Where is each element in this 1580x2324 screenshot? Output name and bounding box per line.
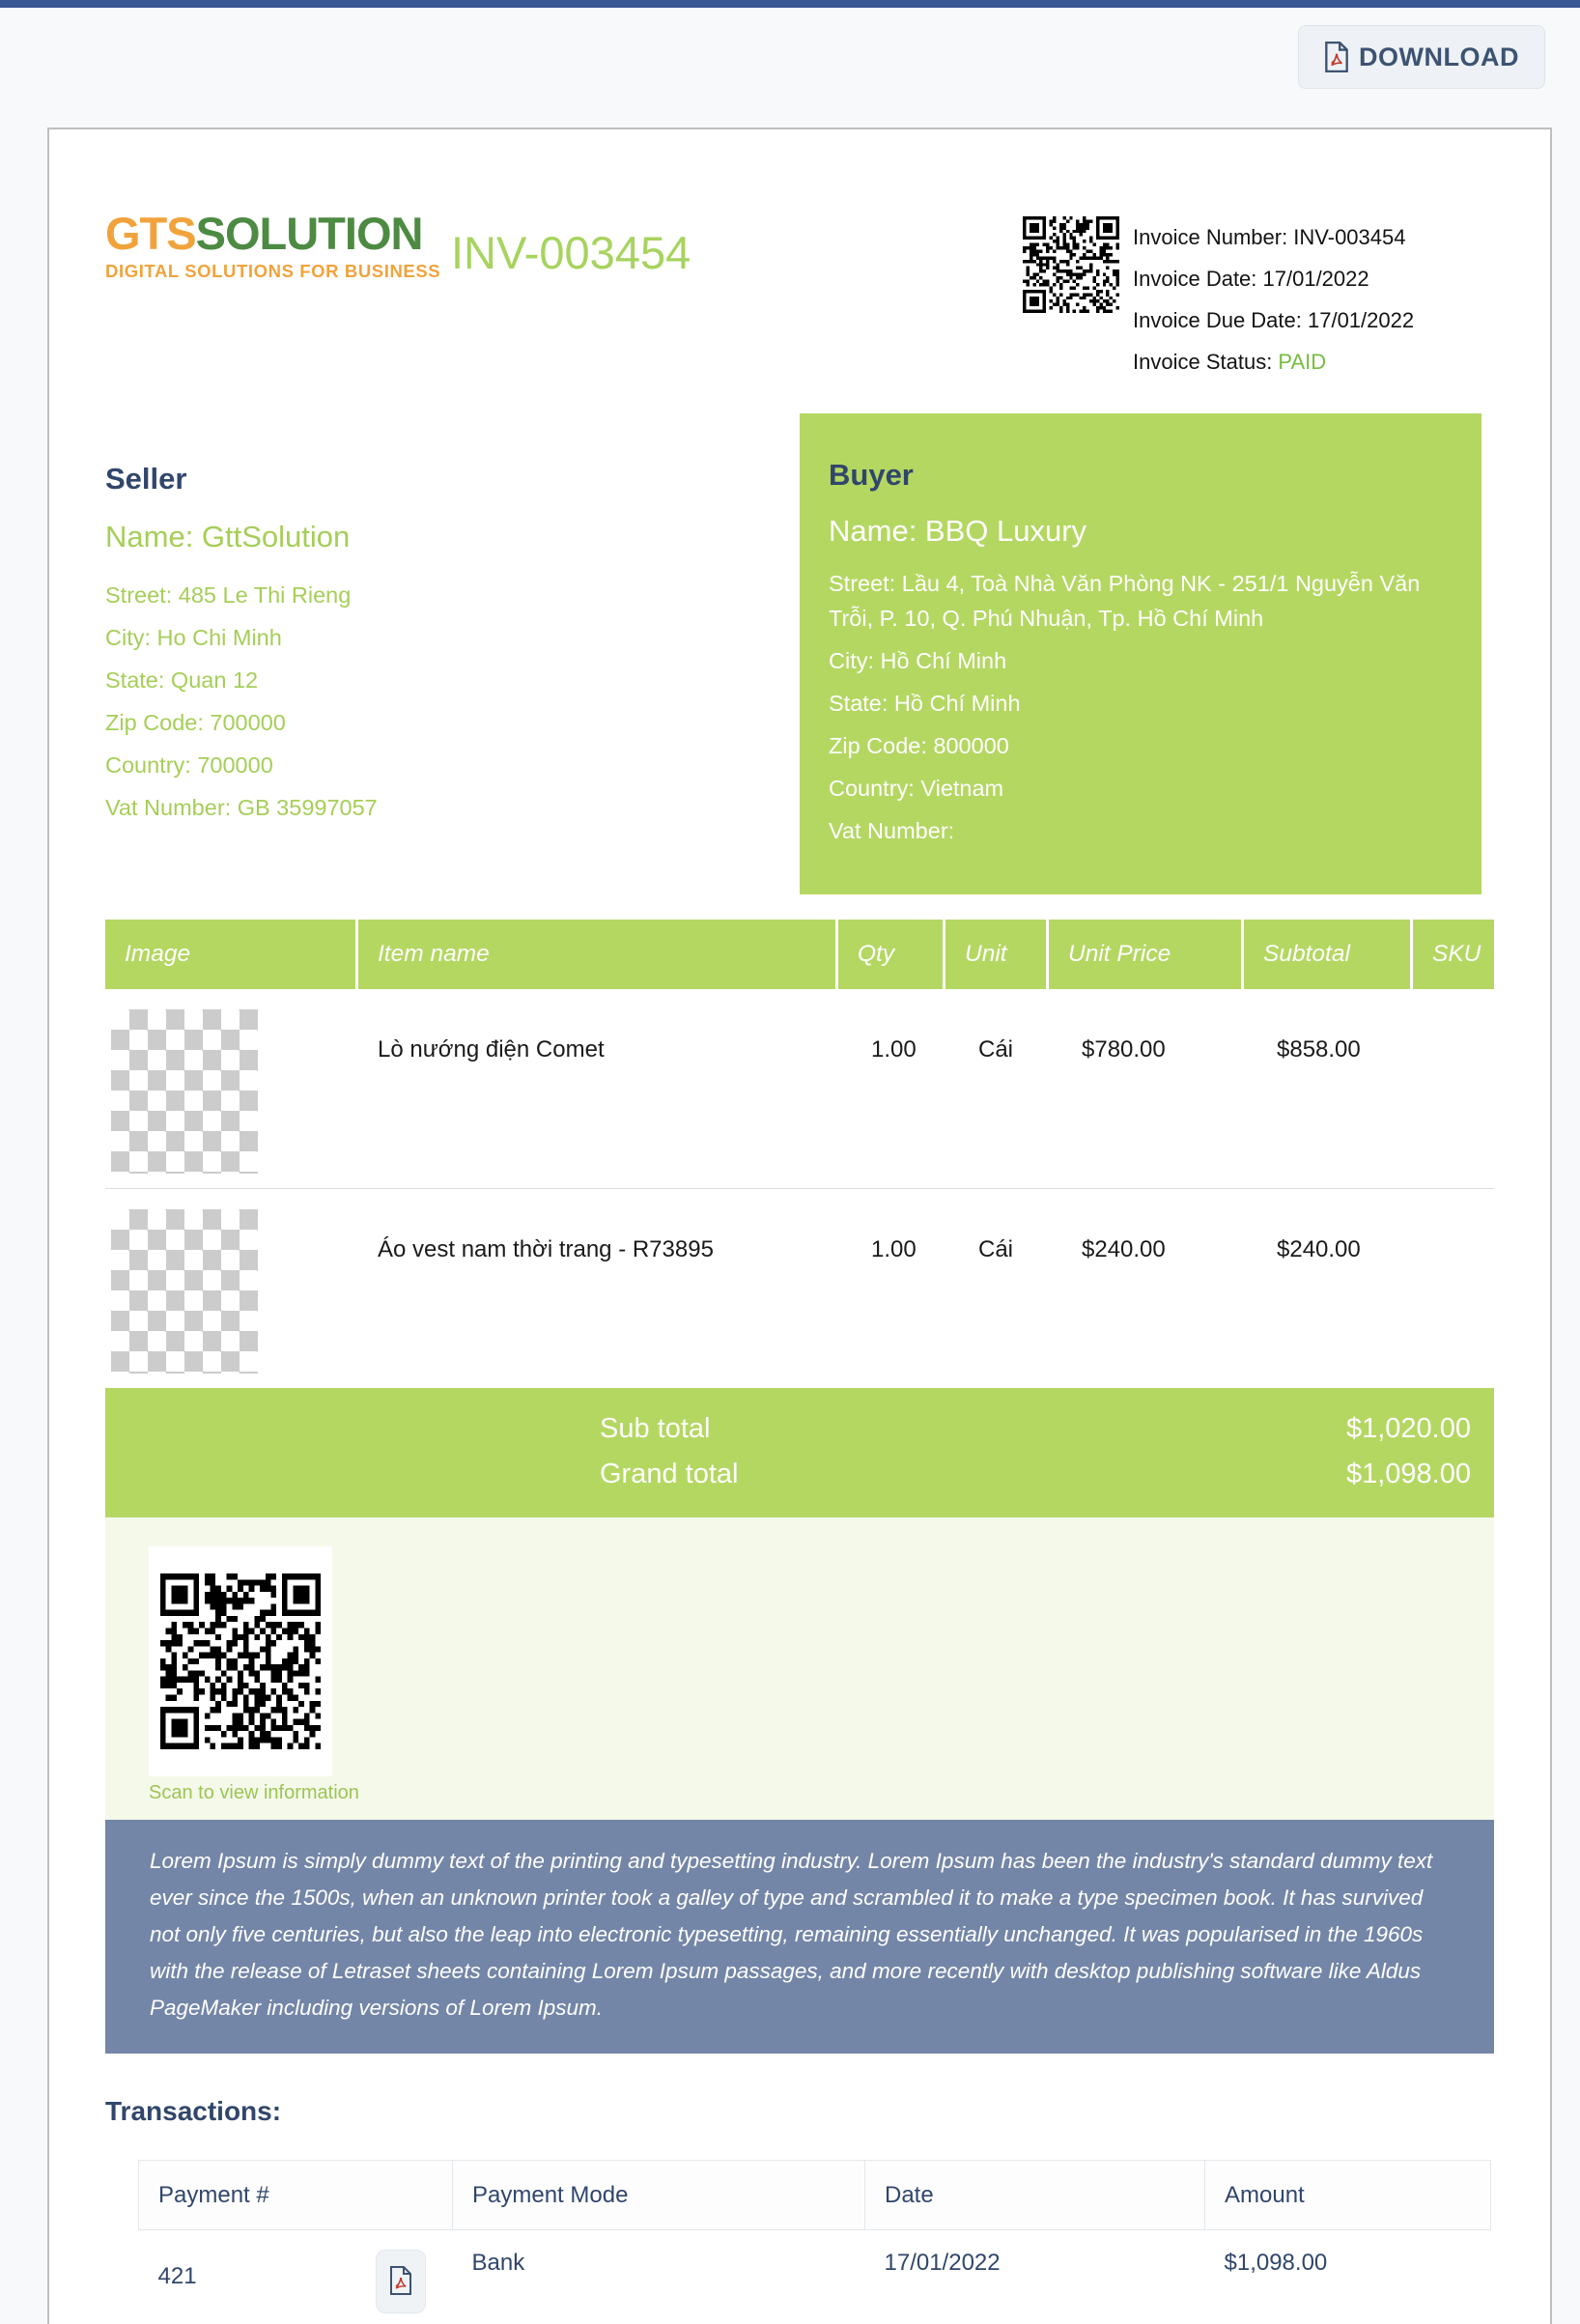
buyer-heading: Buyer <box>829 458 914 492</box>
invoice-header <box>105 208 1494 374</box>
table-row <box>105 1189 1494 1388</box>
item-image-placeholder <box>111 1209 258 1374</box>
transaction-date: 17/01/2022 <box>884 2250 1001 2276</box>
col-payment-no: Payment # <box>139 2161 453 2230</box>
transactions-header-row <box>139 2161 1491 2230</box>
pdf-file-icon <box>389 2266 412 2298</box>
item-sku <box>1413 1009 1494 1174</box>
transactions-section <box>105 2096 1494 2313</box>
transaction-pdf-button[interactable] <box>376 2250 426 2313</box>
pdf-icon <box>1324 42 1349 72</box>
buyer-panel <box>800 413 1481 894</box>
totals-bar <box>105 1388 1494 1517</box>
invoice-document <box>47 128 1552 2324</box>
transactions-heading: Transactions: <box>105 2096 282 2126</box>
col-unit: Unit <box>945 920 1049 989</box>
item-qty: 1.00 <box>871 1236 917 1262</box>
col-subtotal: Subtotal <box>1244 920 1413 989</box>
transactions-table <box>138 2160 1491 2313</box>
status-badge: PAID <box>1278 350 1327 374</box>
seller-heading: Seller <box>105 462 187 496</box>
buyer-state: State: Hồ Chí Minh <box>829 691 1021 716</box>
transaction-row <box>139 2230 1491 2314</box>
item-name: Lò nướng điện Comet <box>378 1036 605 1063</box>
top-accent-bar <box>0 0 1580 8</box>
grand-total-value: $1,098.00 <box>1345 1459 1471 1489</box>
invoice-qr-code <box>1023 216 1119 313</box>
item-unit: Cái <box>978 1036 1014 1063</box>
col-image: Image <box>105 920 358 989</box>
item-unit-price: $240.00 <box>1082 1236 1166 1262</box>
invoice-due-date-line: Invoice Due Date: 17/01/2022 <box>1133 308 1415 332</box>
grand-total-label: Grand total <box>600 1459 739 1489</box>
item-qty: 1.00 <box>871 1036 917 1063</box>
col-date: Date <box>865 2161 1205 2230</box>
item-name: Áo vest nam thời trang - R73895 <box>378 1236 714 1262</box>
invoice-number-line: Invoice Number: INV-003454 <box>1133 225 1406 249</box>
transaction-amount: $1,098.00 <box>1224 2250 1328 2276</box>
col-sku: SKU <box>1432 941 1481 967</box>
invoice-status-line: Invoice Status: PAID <box>1133 350 1327 374</box>
logo-part-gts: GTS <box>105 208 196 259</box>
seller-panel <box>105 413 800 894</box>
item-sku <box>1413 1209 1494 1374</box>
logo-tagline: DIGITAL SOLUTIONS FOR BUSINESS <box>105 261 441 281</box>
seller-country: Country: 700000 <box>105 752 273 778</box>
transaction-mode: Bank <box>471 2250 525 2276</box>
seller-state: State: Quan 12 <box>105 667 259 693</box>
col-item-name: Item name <box>358 920 838 989</box>
item-image-placeholder <box>111 1009 258 1174</box>
seller-name: Name: GttSolution <box>105 520 351 553</box>
seller-street: Street: 485 Le Thi Rieng <box>105 582 352 608</box>
seller-vat: Vat Number: GB 35997057 <box>105 795 378 820</box>
buyer-name: Name: BBQ Luxury <box>829 514 1087 548</box>
scan-qr-card <box>149 1546 332 1776</box>
col-payment-mode: Payment Mode <box>453 2161 865 2230</box>
table-row <box>105 989 1494 1189</box>
item-unit: Cái <box>978 1236 1014 1262</box>
items-table <box>105 920 1494 1388</box>
seller-zip: Zip Code: 700000 <box>105 710 286 735</box>
download-button[interactable] <box>1298 25 1545 89</box>
buyer-street: Street: Lầu 4, Toà Nhà Văn Phòng NK - 251/1 Nguyễn Văn Trỗi, P. 10, Q. Phú Nhuận, Tp. Hồ Chí Minh <box>829 571 1421 631</box>
company-logo <box>105 208 441 282</box>
buyer-zip: Zip Code: 800000 <box>829 733 1009 758</box>
buyer-vat: Vat Number: <box>829 818 955 843</box>
subtotal-label: Sub total <box>600 1413 711 1444</box>
item-subtotal: $240.00 <box>1277 1236 1361 1262</box>
item-unit-price: $780.00 <box>1082 1036 1166 1063</box>
seller-city: City: Ho Chi Minh <box>105 625 282 650</box>
buyer-country: Country: Vietnam <box>829 776 1004 801</box>
items-table-header <box>105 920 1494 989</box>
scan-caption: Scan to view information <box>149 1782 359 1803</box>
invoice-number-title: INV-003454 <box>451 227 691 278</box>
item-subtotal: $858.00 <box>1277 1036 1361 1063</box>
scan-qr-code <box>160 1573 321 1749</box>
transaction-payment-no: 421 <box>157 2263 197 2289</box>
scan-section <box>105 1517 1494 1820</box>
invoice-meta <box>1133 216 1414 383</box>
col-unit-price: Unit Price <box>1049 920 1244 989</box>
logo-part-solution: SOLUTION <box>195 208 423 259</box>
invoice-date-line: Invoice Date: 17/01/2022 <box>1133 267 1369 291</box>
subtotal-value: $1,020.00 <box>1345 1413 1471 1444</box>
buyer-city: City: Hồ Chí Minh <box>829 648 1007 673</box>
invoice-notes: Lorem Ipsum is simply dummy text of the printing and typesetting industry. Lorem Ipsum has been the industry's standard dummy text ever since the 1500s, when an unknown printer took a galley of type and scrambled it to make a type specimen book. It has survived not only five centuries, but also the leap into electronic typesetting, remaining essentially unchanged. It was popularised in the 1960s with the release of Letraset sheets containing Lorem Ipsum passages, and more recently with desktop publishing software like Aldus PageMaker including versions of Lorem Ipsum. <box>105 1820 1494 2054</box>
download-button-label: DOWNLOAD <box>1359 42 1519 71</box>
toolbar <box>0 8 1580 128</box>
col-qty: Qty <box>838 920 945 989</box>
col-amount: Amount <box>1205 2161 1491 2230</box>
